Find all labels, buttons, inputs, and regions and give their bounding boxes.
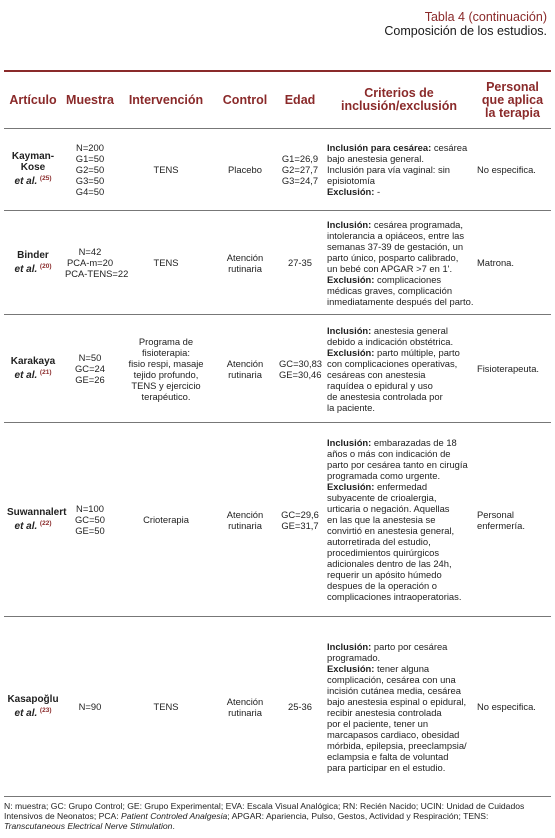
criterio-line <box>327 274 471 285</box>
cell-intervencion <box>118 211 214 315</box>
cell-criterios <box>324 211 474 315</box>
criterio-label: Exclusión: <box>327 346 375 358</box>
criterio-line <box>327 547 471 558</box>
criterio-text: recibir anestesia controlada <box>327 706 442 718</box>
criterio-line <box>327 347 471 358</box>
edad-line: GC=30,83 <box>279 357 322 369</box>
cell-articulo <box>4 211 62 315</box>
personal-line: Matrona. <box>477 257 514 268</box>
muestra-line: GE=50 <box>75 525 105 536</box>
control-line: Atención <box>226 357 264 369</box>
criterio-text: inmediatamente después del parto. <box>327 295 474 307</box>
muestra-line: G1=50 <box>75 153 105 164</box>
criterio-text: en las que la anestesia se <box>327 514 436 525</box>
criterio-text: semanas 37-39 de gestación, un <box>327 240 464 252</box>
table-row <box>4 129 551 211</box>
criterio-text: cesáreas con anestesia <box>327 368 426 380</box>
personal-line: No especifica. <box>477 164 536 175</box>
cell-edad <box>276 211 324 315</box>
control-line: Atención <box>226 508 264 520</box>
criterio-line <box>327 718 471 729</box>
criterio-label: Exclusión: <box>327 273 375 285</box>
criterio-text: subyacente de crioalergia, <box>327 492 437 503</box>
criterio-text: cesárea programada, <box>371 218 463 230</box>
cell-muestra <box>62 211 129 315</box>
author-etal-line <box>7 705 59 719</box>
criterio-line <box>327 707 471 718</box>
cell-articulo <box>4 423 67 617</box>
criterio-text: episiotomía <box>327 175 375 186</box>
criterio-line <box>327 459 471 470</box>
criterio-line <box>327 164 471 175</box>
cell-control <box>214 423 276 617</box>
criterio-line <box>327 591 471 602</box>
cell-edad <box>276 315 324 423</box>
author-etal: et al. <box>14 708 38 720</box>
criterio-line <box>327 729 471 740</box>
criterio-line <box>327 391 471 402</box>
cell-muestra <box>62 423 118 617</box>
author-name-cont: Kose <box>20 162 46 174</box>
personal-line: Fisioterapeuta. <box>477 363 540 374</box>
table-row <box>4 211 551 315</box>
muestra-line: G2=50 <box>75 164 105 175</box>
cell-personal <box>474 423 551 617</box>
criterio-text: autorretirada del estudio, <box>327 536 431 547</box>
criterio-text: parto por cesárea tanto en cirugía <box>327 459 468 470</box>
header-intervencion: Intervención <box>118 72 214 129</box>
edad-line: G2=27,7 <box>281 164 319 175</box>
criterio-text: de anestesia controlada por <box>327 390 443 402</box>
criterio-text: parto único, posparto calibrado, <box>327 251 459 263</box>
table-footnote: N: muestra; GC: Grupo Control; GE: Grupo Experimental; EVA: Escala Visual Analógica; RN: Recién Nacido; UCIN: Unidad de Cuidados Intensivos de Neonatos; PCA: Patient Controled Analgesia; APGAR: Apariencia, Pulso, Gestos, Actividad y Respiración; TENS: Transcutaneous Electrical Nerve Stimulation. <box>4 801 525 831</box>
intervencion-line: TENS <box>153 164 179 175</box>
cell-articulo <box>4 315 62 423</box>
criterio-line <box>327 685 471 696</box>
cell-muestra <box>62 617 118 797</box>
cell-edad <box>276 617 324 797</box>
cell-personal <box>474 617 551 797</box>
intervencion-line: terapéutico. <box>141 390 191 402</box>
cell-articulo <box>4 129 62 211</box>
criterio-label: Inclusión: <box>327 437 372 448</box>
header-articulo: Artículo <box>4 72 62 129</box>
criterio-line <box>327 325 471 336</box>
criterio-line <box>327 641 471 652</box>
criterio-line <box>327 470 471 481</box>
criterio-label: Exclusión: <box>327 481 375 492</box>
author-etal: et al. <box>14 264 38 276</box>
table-row <box>4 423 551 617</box>
criterio-text: anestesia general <box>371 324 448 336</box>
cell-intervencion <box>118 617 214 797</box>
criterio-line <box>327 437 471 448</box>
criterio-text: programado. <box>327 651 381 663</box>
criterio-text: bajo anestesia general. <box>327 153 424 164</box>
criterio-text: programada como urgente. <box>327 470 441 481</box>
criterio-line <box>327 369 471 380</box>
criterio-line <box>327 569 471 580</box>
criterio-line <box>327 536 471 547</box>
cell-edad <box>276 423 324 617</box>
criterio-text: embarazadas de 18 <box>371 437 457 448</box>
criterio-text: bajo anestesia espinal o epidural, <box>327 695 467 707</box>
criterio-line <box>327 674 471 685</box>
criterio-text: con complicaciones operativas, <box>327 357 458 369</box>
control-line: rutinaria <box>228 262 262 274</box>
criterio-text: por el paciente, tener un <box>327 717 429 729</box>
reference-number: (23) <box>39 706 52 714</box>
muestra-line: N=50 <box>78 352 102 363</box>
edad-line: GC=29,6 <box>281 508 319 520</box>
author-etal-line <box>7 367 59 381</box>
personal-line: enfermería. <box>477 519 525 531</box>
intervencion-line: Crioterapia <box>143 514 189 525</box>
reference-number: (20) <box>39 262 52 270</box>
criterio-text: parto múltiple, parto <box>374 346 460 358</box>
criterio-text: despues de la operación o <box>327 580 437 591</box>
criterio-text: debido a indicación obstétrica. <box>327 335 454 347</box>
criterio-line <box>327 263 471 274</box>
criterio-text: adicionales dentro de las 24h, <box>327 558 452 569</box>
criterio-line <box>327 219 471 230</box>
intervencion-line: TENS <box>153 257 179 268</box>
muestra-line: PCA-TENS=22 <box>65 268 129 279</box>
author-etal-line <box>7 261 59 275</box>
criterio-text: raquídea o epidural y uso <box>327 379 433 391</box>
criterio-line <box>327 652 471 663</box>
table-subtitle: Composición de los estudios. <box>384 24 547 38</box>
cell-articulo <box>4 617 62 797</box>
criterio-line <box>327 492 471 503</box>
intervencion-line: TENS <box>153 701 179 712</box>
criterio-text: un bebé con APGAR >7 en 1'. <box>327 262 453 274</box>
control-line: rutinaria <box>228 519 262 531</box>
composition-table <box>4 72 551 797</box>
table-row <box>4 315 551 423</box>
cell-criterios <box>324 315 474 423</box>
author-name: Suwannalert <box>7 506 67 518</box>
criterio-text: convirtió en anestesia general, <box>327 525 455 536</box>
cell-intervencion <box>118 315 214 423</box>
criterio-text: médicas graves, complicación <box>327 284 453 296</box>
criterio-text: procedimientos quirúrgicos <box>327 547 440 558</box>
criterio-text: marcapasos cardiaco, obesidad <box>327 728 460 740</box>
criterio-line <box>327 525 471 536</box>
author-etal: et al. <box>14 521 38 533</box>
cell-control <box>214 211 276 315</box>
criterio-line <box>327 241 471 252</box>
header-edad: Edad <box>276 72 324 129</box>
intervencion-line: TENS y ejercicio <box>131 379 201 391</box>
control-line: Atención <box>226 695 264 707</box>
criterio-line <box>327 252 471 263</box>
table-caption <box>384 10 547 38</box>
control-line: Atención <box>226 251 264 263</box>
criterio-text: la paciente. <box>327 401 375 413</box>
criterio-line <box>327 762 471 773</box>
criterio-line <box>327 336 471 347</box>
intervencion-line: fisioterapia: <box>142 346 190 358</box>
author-etal-line <box>7 173 59 187</box>
personal-line: Personal <box>477 508 515 520</box>
table-row <box>4 617 551 797</box>
criterio-line <box>327 285 471 296</box>
criterio-line <box>327 380 471 391</box>
criterio-line <box>327 402 471 413</box>
cell-personal <box>474 315 551 423</box>
criterio-label: Inclusión: <box>327 324 372 336</box>
table-title: Tabla 4 (continuación) <box>424 10 547 24</box>
criterio-text: años o más con indicación de <box>327 448 451 459</box>
criterio-line <box>327 740 471 751</box>
muestra-line: GC=50 <box>75 514 105 525</box>
muestra-line: N=200 <box>76 142 104 153</box>
criterio-text: requerir un apósito húmedo <box>327 569 442 580</box>
criterio-line <box>327 503 471 514</box>
intervencion-line: fisio respi, masaje <box>128 357 204 369</box>
criterio-line <box>327 663 471 674</box>
control-line: rutinaria <box>228 368 262 380</box>
author-name: Binder <box>17 249 49 261</box>
intervencion-line: tejido profundo, <box>133 368 199 380</box>
muestra-line: PCA-m=20 <box>66 257 114 268</box>
author-name: Kasapoğlu <box>7 693 59 705</box>
reference-number: (21) <box>39 368 52 376</box>
criterio-label: Exclusión: <box>327 186 375 197</box>
edad-line: 27-35 <box>288 257 312 268</box>
criterio-line <box>327 153 471 164</box>
muestra-line: G4=50 <box>75 186 105 197</box>
cell-intervencion <box>118 129 214 211</box>
edad-line: G3=24,7 <box>281 175 319 186</box>
criterio-line <box>327 580 471 591</box>
criterio-line <box>327 186 471 197</box>
criterio-label: Exclusión: <box>327 662 375 674</box>
criterio-line <box>327 175 471 186</box>
criterio-label: Inclusión: <box>327 218 372 230</box>
author-etal: et al. <box>14 176 38 188</box>
muestra-line: N=100 <box>76 503 104 514</box>
criterio-text: complicación, cesárea con una <box>327 673 456 685</box>
cell-criterios <box>324 423 474 617</box>
edad-line: GE=30,46 <box>279 368 322 380</box>
criterio-text: incisión cutánea media, cesárea <box>327 684 461 696</box>
criterio-text: enfermedad <box>374 481 428 492</box>
criterio-line <box>327 558 471 569</box>
cell-muestra <box>62 129 118 211</box>
criterio-line <box>327 751 471 762</box>
criterio-text: tener alguna <box>374 662 430 674</box>
cell-intervencion <box>118 423 214 617</box>
edad-line: G1=26,9 <box>281 153 319 164</box>
criterio-text: complicaciones <box>374 273 442 285</box>
header-muestra: Muestra <box>62 72 118 129</box>
criterio-line <box>327 358 471 369</box>
author-etal: et al. <box>14 370 38 382</box>
header-row <box>4 72 551 129</box>
muestra-line: N=42 <box>78 246 102 257</box>
control-line: rutinaria <box>228 706 262 718</box>
criterio-text: Inclusión para vía vaginal: sin <box>327 164 450 175</box>
cell-control <box>214 617 276 797</box>
criterio-line <box>327 448 471 459</box>
author-etal-line <box>7 518 59 532</box>
criterio-text: para participar en el estudio. <box>327 761 446 773</box>
header-personal: Personal que aplica la terapia <box>474 72 551 129</box>
criterio-line <box>327 696 471 707</box>
muestra-line: GE=26 <box>75 374 105 385</box>
author-name: Karakaya <box>10 355 56 367</box>
muestra-line: N=90 <box>78 701 102 712</box>
cell-personal <box>474 129 551 211</box>
cell-control <box>214 315 276 423</box>
criterio-line <box>327 230 471 241</box>
criterio-text: parto por cesárea <box>371 640 448 652</box>
cell-criterios <box>324 617 474 797</box>
muestra-line: GC=24 <box>75 363 105 374</box>
criterio-text: urticaria o negación. Aquellas <box>327 503 450 514</box>
criterio-line <box>327 514 471 525</box>
cell-muestra <box>62 315 118 423</box>
personal-line: No especifica. <box>477 701 536 712</box>
intervencion-line: Programa de <box>138 335 194 347</box>
criterio-line <box>327 481 471 492</box>
criterio-text: - <box>374 186 381 197</box>
control-line: Placebo <box>228 164 262 175</box>
criterio-line <box>327 295 474 307</box>
criterio-label: Inclusión para cesárea: <box>327 142 432 153</box>
criterio-line <box>327 142 471 153</box>
criterio-text: intolerancia a opiáceos, entre las <box>327 229 465 241</box>
header-criterios: Criterios de inclusión/exclusión <box>324 72 474 129</box>
muestra-line: G3=50 <box>75 175 105 186</box>
cell-edad <box>276 129 324 211</box>
edad-line: GE=31,7 <box>281 519 319 531</box>
criterio-label: Inclusión: <box>327 640 372 652</box>
header-control: Control <box>214 72 276 129</box>
criterio-text: cesárea <box>431 142 468 153</box>
cell-personal <box>474 211 551 315</box>
edad-line: 25-36 <box>288 701 312 712</box>
author-name: Kayman- <box>11 151 55 163</box>
cell-criterios <box>324 129 474 211</box>
reference-number: (22) <box>39 519 52 527</box>
criterio-text: complicaciones intraoperatorias. <box>327 591 462 602</box>
criterio-text: eclampsia e falta de voluntad <box>327 750 449 762</box>
cell-control <box>214 129 276 211</box>
reference-number: (25) <box>39 175 52 183</box>
criterio-text: mórbida, epilepsia, preeclampsia/ <box>327 739 467 751</box>
